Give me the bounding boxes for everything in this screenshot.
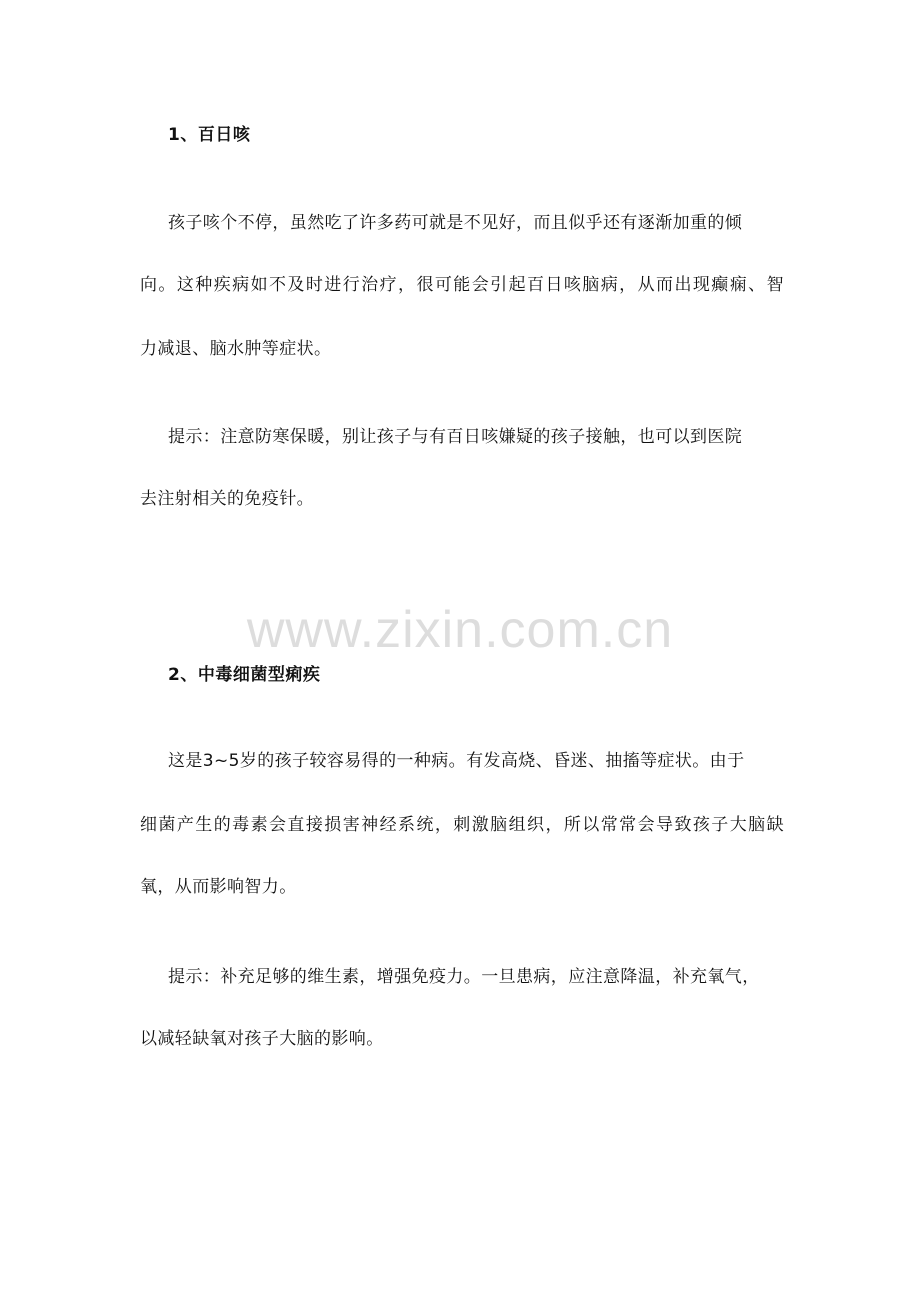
section-1-body-line-3: 力减退、脑水肿等症状。 (140, 339, 332, 359)
section-2-body-line-2: 细菌产生的毒素会直接损害神经系统，刺激脑组织，所以常常会导致孩子大脑缺 (140, 815, 784, 835)
section-title-1: 1、百日咳 (168, 125, 251, 145)
section-2-body-line-1: 这是3~5岁的孩子较容易得的一种病。有发高烧、昏迷、抽搐等症状。由于 (168, 751, 745, 771)
section-1-tip-line-1: 提示：注意防寒保暖，别让孩子与有百日咳嫌疑的孩子接触，也可以到医院 (168, 427, 743, 447)
section-1-tip-line-2: 去注射相关的免疫针。 (140, 489, 314, 509)
section-title-2: 2、中毒细菌型痢疾 (168, 665, 321, 685)
section-1-body-line-2: 向。这种疾病如不及时进行治疗，很可能会引起百日咳脑病，从而出现癫痫、智 (140, 275, 784, 295)
section-2-tip-line-1: 提示：补充足够的维生素，增强免疫力。一旦患病，应注意降温，补充氧气， (168, 967, 760, 987)
section-1-body-line-1: 孩子咳个不停，虽然吃了许多药可就是不见好，而且似乎还有逐渐加重的倾 (168, 213, 743, 233)
section-2-body-line-3: 氧，从而影响智力。 (140, 877, 297, 897)
section-2-tip-line-2: 以减轻缺氧对孩子大脑的影响。 (140, 1029, 384, 1049)
watermark: www.zixin.com.cn (246, 601, 674, 659)
